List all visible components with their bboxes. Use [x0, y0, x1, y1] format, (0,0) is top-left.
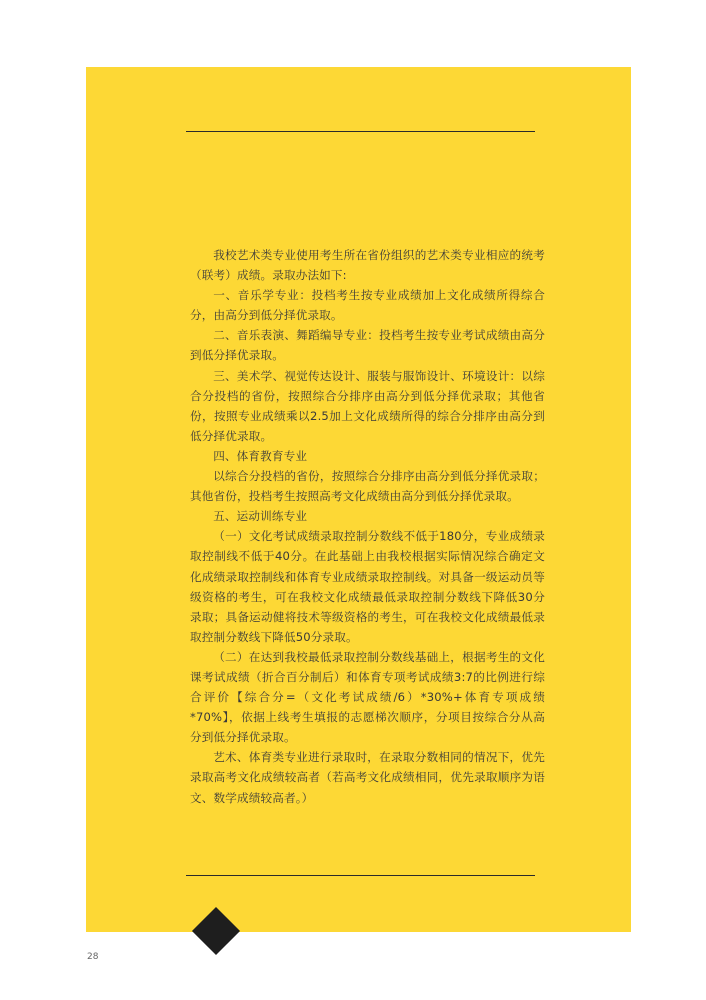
paragraph-physical-education: 以综合分投档的省份，按照综合分排序由高分到低分择优录取；其他省份，投档考生按照高考文化成绩由高分到低分择优录取。 — [190, 469, 545, 504]
admission-rules-text — [190, 245, 545, 808]
bottom-divider — [186, 875, 535, 876]
paragraph-art-design: 三、美术学、视觉传达设计、服装与服饰设计、环境设计：以综合分投档的省份，按照综合分排序由高分到低分择优录取；其他省份，按照专业成绩乘以2.5加上文化成绩所得的综合分排序由高分到低分择优录取。 — [190, 368, 545, 443]
paragraph-intro: 我校艺术类专业使用考生所在省份组织的艺术类专业相应的统考（联考）成绩。录取办法如下: — [190, 248, 545, 283]
paragraph-music-performance-dance: 二、音乐表演、舞蹈编导专业：投档考生按专业考试成绩由高分到低分择优录取。 — [190, 328, 545, 363]
paragraph-sports-training-2: （二）在达到我校最低录取控制分数线基础上，根据考生的文化课考试成绩（折合百分制后）和体育专项考试成绩3:7的比例进行综合评价【综合分=（文化考试成绩/6）*30%+体育专项成绩*70%】，依据上线考生填报的志愿梯次顺序，分项目按综合分从高分到低分择优录取。 — [190, 649, 545, 745]
paragraph-sports-training-1: （一）文化考试成绩录取控制分数线不低于180分，专业成绩录取控制线不低于40分。在此基础上由我校根据实际情况综合确定文化成绩录取控制线和体育专业成绩录取控制线。对具备一级运动员等级资格的考生，可在我校文化成绩最低录取控制分数线下降低30分录取；具备运动健将技术等级资格的考生，可在我校文化成绩最低录取控制分数线下降低50分录取。 — [190, 529, 545, 644]
page-number: 28 — [87, 952, 99, 962]
top-divider — [186, 131, 535, 132]
paragraph-music-studies: 一、音乐学专业：投档考生按专业成绩加上文化成绩所得综合分，由高分到低分择优录取。 — [190, 288, 545, 323]
heading-physical-education: 四、体育教育专业 — [213, 448, 308, 463]
heading-sports-training: 五、运动训练专业 — [213, 509, 308, 524]
paragraph-tie-breaker: 艺术、体育类专业进行录取时，在录取分数相同的情况下，优先录取高考文化成绩较高者（若高考文化成绩相同，优先录取顺序为语文、数学成绩较高者。） — [190, 750, 545, 805]
